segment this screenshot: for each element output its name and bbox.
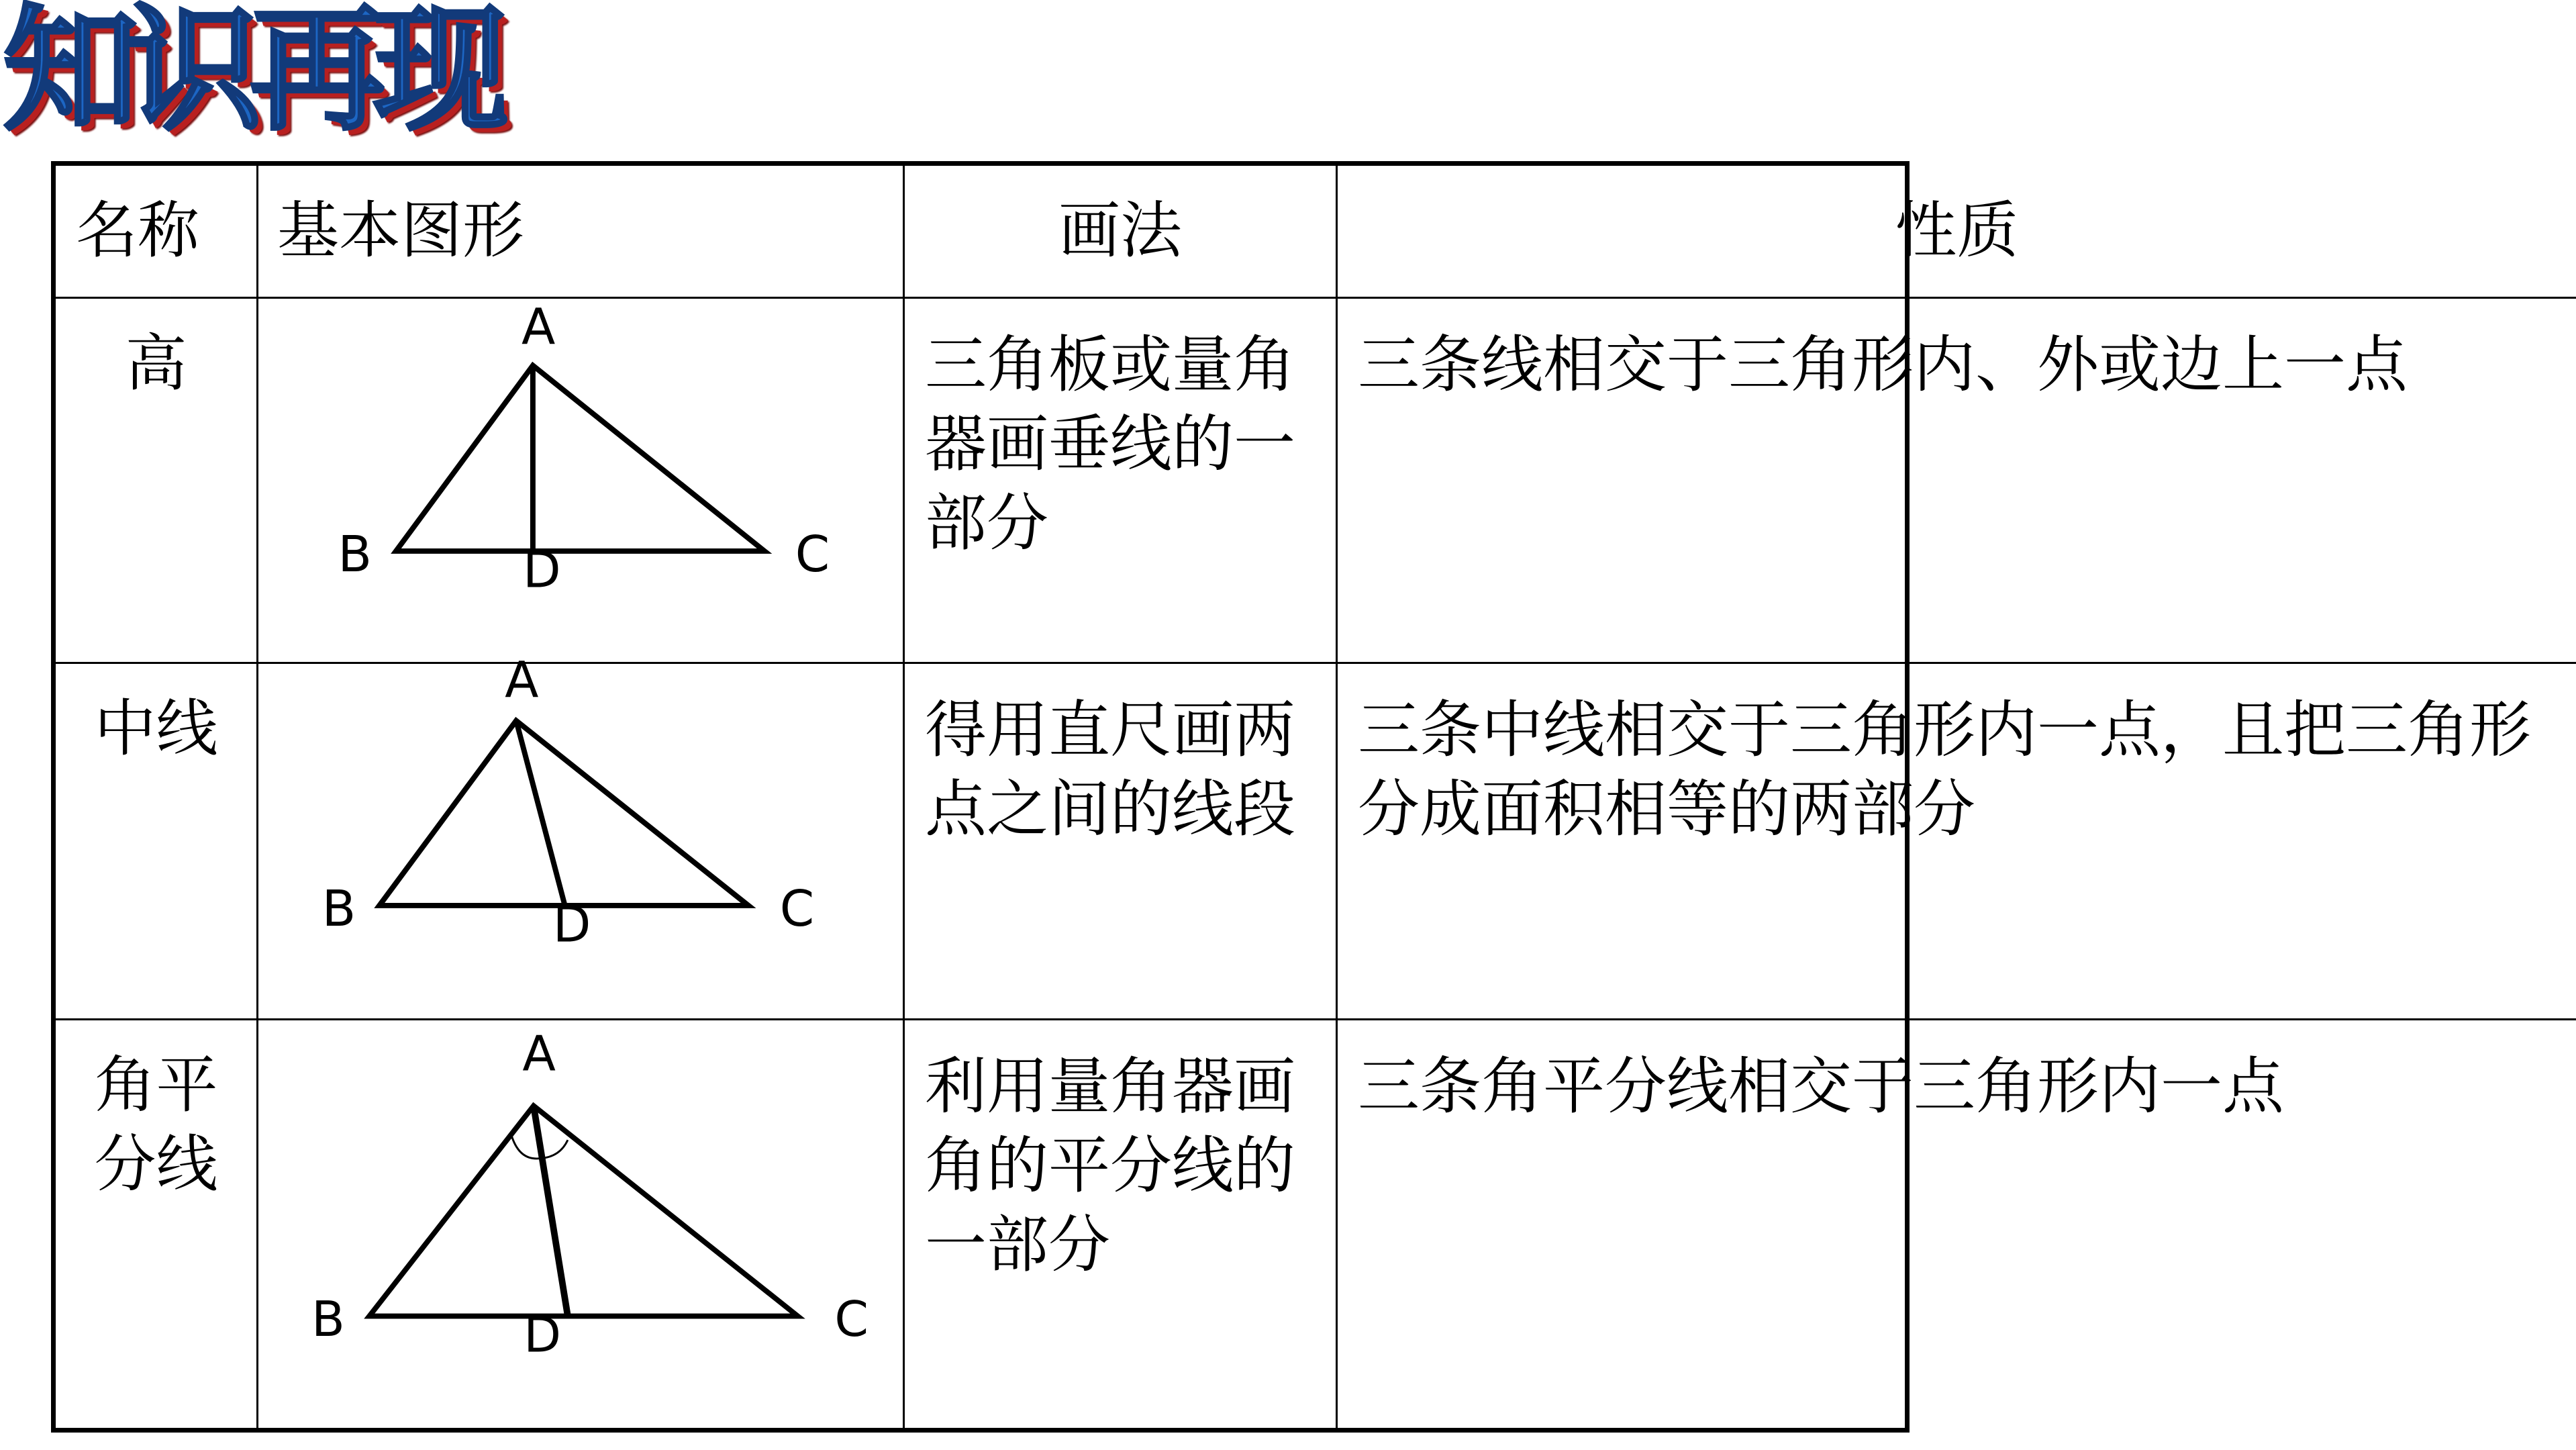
label-d: D (524, 1307, 562, 1364)
row-name-line1: 角平 (94, 1049, 218, 1121)
label-b: B (321, 880, 356, 938)
knowledge-table (51, 161, 2532, 1433)
header-name: 名称 (56, 166, 258, 299)
row-name-median: 中线 (56, 664, 258, 1020)
label-a: A (521, 299, 556, 356)
page-title: 知识再现 (3, 0, 497, 149)
header-figure: 基本图形 (258, 166, 905, 299)
label-d: D (552, 896, 591, 954)
label-b: B (311, 1291, 345, 1348)
triangle-abc (369, 1106, 797, 1316)
angle-bisector-figure (258, 1020, 905, 1428)
median-triangle-diagram (258, 652, 903, 1018)
altitude-drawing-text: 三角板或量角器画垂线的一部分 (905, 299, 1338, 664)
triangle-abc (379, 721, 748, 906)
label-c: C (779, 880, 815, 938)
label-a: A (522, 1026, 556, 1083)
altitude-property-text: 三条线相交于三角形内、外或边上一点 (1338, 299, 2576, 664)
triangle-abc (396, 365, 764, 550)
row-name-angle-bisector (56, 1020, 258, 1428)
row-name-altitude: 高 (56, 299, 258, 664)
label-d: D (522, 542, 561, 599)
label-b: B (338, 526, 372, 583)
angle-bisector-triangle-diagram (258, 1020, 903, 1428)
median-figure (258, 652, 905, 1020)
header-property: 性质 (1338, 166, 2576, 299)
label-c: C (795, 526, 830, 583)
angle-bisector-drawing-text: 利用量角器画角的平分线的一部分 (905, 1020, 1338, 1428)
altitude-figure (258, 299, 905, 664)
angle-bisector-property-text: 三条角平分线相交于三角形内一点 (1358, 1051, 2285, 1122)
median-drawing-text: 得用直尺画两点之间的线段 (905, 664, 1338, 1020)
altitude-triangle-diagram (258, 299, 903, 662)
label-c: C (834, 1291, 869, 1348)
label-a: A (505, 652, 539, 710)
row-name-line2: 分线 (94, 1128, 218, 1200)
median-property-text: 三条中线相交于三角形内一点，且把三角形分成面积相等的两部分 (1338, 664, 2576, 1020)
header-drawing: 画法 (905, 166, 1338, 299)
median-ad (516, 721, 565, 906)
bisector-ad (534, 1106, 568, 1316)
